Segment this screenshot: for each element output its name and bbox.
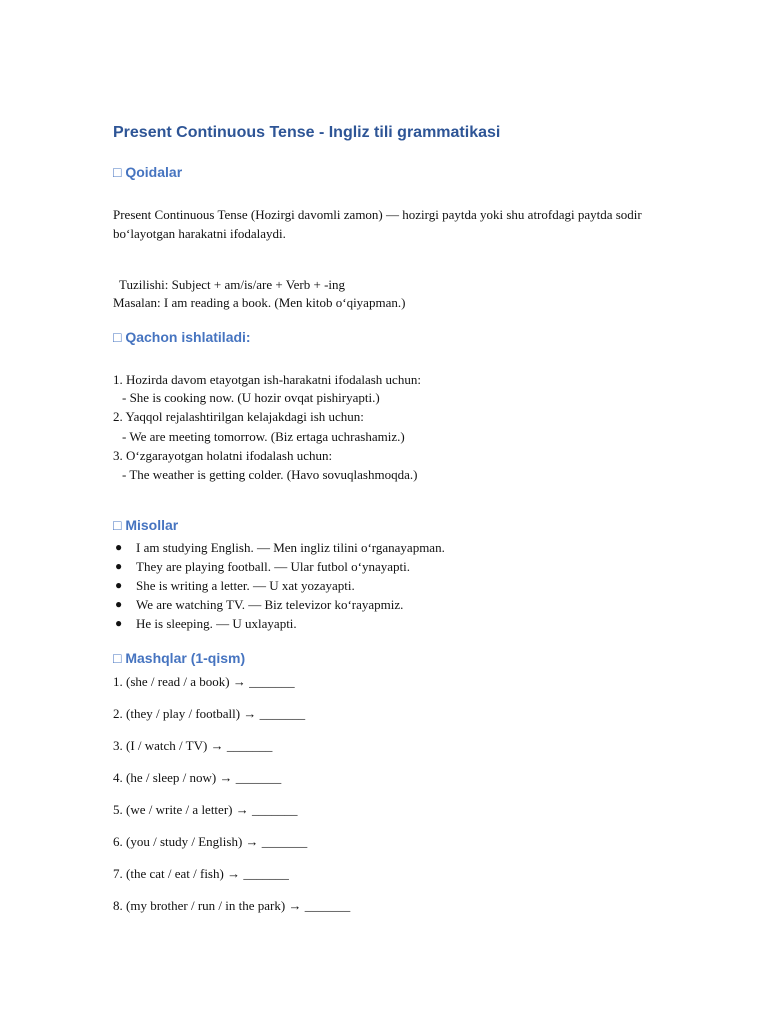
exercise-item: 5. (we / write / a letter) → _______	[113, 802, 298, 817]
usage-line: - The weather is getting colder. (Havo sovuqlashmoqda.)	[122, 467, 418, 482]
exercise-item: 4. (he / sleep / now) → _______	[113, 770, 282, 785]
exercise-item: 2. (they / play / football) → _______	[113, 706, 306, 721]
rules-heading: □ Qoidalar	[113, 164, 183, 180]
usage-line: 3. O‘zgarayotgan holatni ifodalash uchun:	[113, 448, 333, 463]
bullet-icon: ●	[115, 597, 123, 611]
example-sentence: He is sleeping. — U uxlayapti.	[136, 616, 297, 631]
list-item	[113, 614, 445, 633]
list-item	[113, 538, 445, 557]
exercises-heading: □ Mashqlar (1-qism)	[113, 650, 246, 666]
usage-line: 2. Yaqqol rejalashtirilgan kelajakdagi ish uchun:	[113, 409, 364, 424]
example-sentence: We are watching TV. — Biz televizor ko‘rayapmiz.	[136, 597, 404, 612]
exercise-item: 7. (the cat / eat / fish) → _______	[113, 866, 289, 881]
examples-heading: □ Misollar	[113, 517, 179, 533]
list-item	[113, 557, 445, 576]
usage-heading: □ Qachon ishlatiladi:	[113, 329, 251, 345]
exercise-item: 8. (my brother / run / in the park) → _______	[113, 898, 351, 913]
example-sentence: She is writing a letter. — U xat yozayapti.	[136, 578, 355, 593]
usage-line: 1. Hozirda davom etayotgan ish-harakatni ifodalash uchun:	[113, 372, 421, 387]
bullet-icon: ●	[115, 540, 123, 554]
document-title: Present Continuous Tense - Ingliz tili grammatikasi	[113, 124, 501, 141]
examples-list	[113, 538, 445, 633]
usage-line: - She is cooking now. (U hozir ovqat pishiryapti.)	[122, 390, 380, 405]
exercise-item: 6. (you / study / English) → _______	[113, 834, 308, 849]
exercise-item: 1. (she / read / a book) → _______	[113, 674, 295, 689]
rules-paragraph: Present Continuous Tense (Hozirgi davomli zamon) — hozirgi paytda yoki shu atrofdagi paytda sodir bo‘layotgan harakatni ifodalaydi.	[113, 207, 642, 241]
structure-formula: Tuzilishi: Subject + am/is/are + Verb + -ing	[119, 277, 346, 292]
exercise-item: 3. (I / watch / TV) → _______	[113, 738, 273, 753]
bullet-icon: ●	[115, 559, 123, 573]
example-sentence: They are playing football. — Ular futbol o‘ynayapti.	[136, 559, 411, 574]
structure-example: Masalan: I am reading a book. (Men kitob o‘qiyapman.)	[113, 295, 406, 310]
list-item	[113, 576, 445, 595]
bullet-icon: ●	[115, 616, 123, 630]
usage-line: - We are meeting tomorrow. (Biz ertaga uchrashamiz.)	[122, 429, 405, 444]
bullet-icon: ●	[115, 578, 123, 592]
list-item	[113, 595, 445, 614]
example-sentence: I am studying English. — Men ingliz tilini o‘rganayapman.	[136, 540, 445, 555]
